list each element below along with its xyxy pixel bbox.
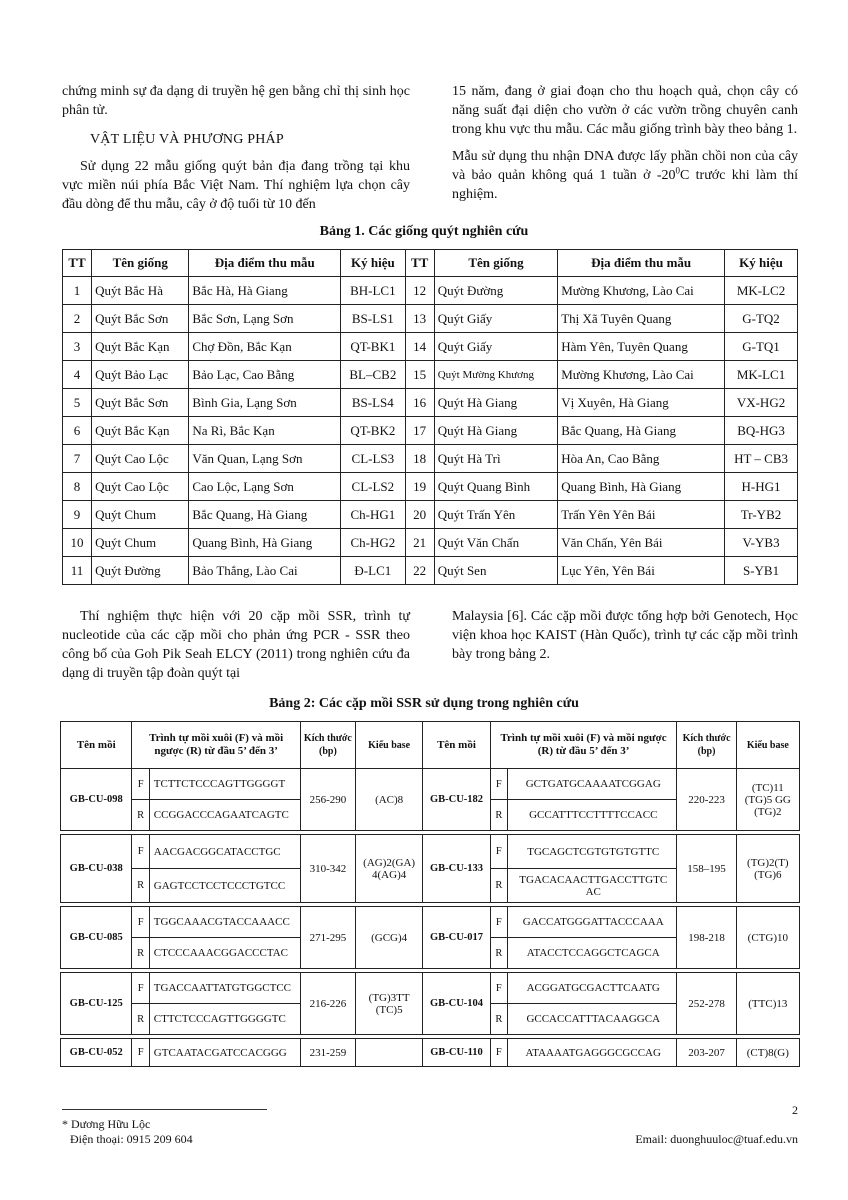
table1-cell: Cao Lộc, Lạng Sơn <box>189 473 341 501</box>
base-type: (TG)2(T) (TG)6 <box>736 835 799 903</box>
table1-cell: 14 <box>405 333 434 361</box>
table1-cell: Ch-HG2 <box>341 529 406 557</box>
table1-row <box>63 473 798 501</box>
table1-cell: BS-LS1 <box>341 305 406 333</box>
primer-sequence: CCGGACCCAGAATCAGTC <box>149 800 300 831</box>
author-phone: Điện thoại: 0915 209 604 <box>70 1132 193 1146</box>
product-size: 220-223 <box>677 769 736 831</box>
table1-cell: 13 <box>405 305 434 333</box>
table1-cell: Quýt Giấy <box>434 333 558 361</box>
table1-row <box>63 305 798 333</box>
table1-cell: 6 <box>63 417 92 445</box>
table1-cell: Quýt Hà Trì <box>434 445 558 473</box>
right-column-primers <box>452 607 798 664</box>
primer-sequence: GCCATTTCCTTTTCCACC <box>508 800 677 831</box>
table1-cell: Quýt Hà Giang <box>434 417 558 445</box>
strand-label: F <box>490 769 507 800</box>
table1-header-cell: Ký hiệu <box>341 250 406 277</box>
product-size: 231-259 <box>300 1039 355 1067</box>
primer-sequence: ACGGATGCGACTTCAATG <box>508 973 677 1004</box>
table1-cell: Quýt Chum <box>92 501 189 529</box>
primer-sequence: CTTCTCCCAGTTGGGGTC <box>149 1004 300 1035</box>
header-base-type: Kiểu base <box>355 722 422 769</box>
primer-name: GB-CU-052 <box>61 1039 132 1067</box>
table1-cell: 9 <box>63 501 92 529</box>
materials-paragraph: Sử dụng 22 mẫu giống quýt bản địa đang trồng tại khu vực miền núi phía Bắc Việt Nam. Thí nghiệm lựa chọn cây đầu dòng để thu mẫu, cây ở độ tuổi từ 10 đến <box>62 159 410 212</box>
table1-cell: 7 <box>63 445 92 473</box>
table1-cell: Tr-YB2 <box>725 501 798 529</box>
strand-label: F <box>132 769 149 800</box>
table1-header-cell: Tên giống <box>92 250 189 277</box>
table2-row-last <box>61 1039 800 1067</box>
table1 <box>62 249 798 585</box>
table1-cell: Quýt Chum <box>92 529 189 557</box>
table1-row <box>63 529 798 557</box>
table1-cell: Bắc Hà, Hà Giang <box>189 277 341 305</box>
table1-cell: Văn Chấn, Yên Bái <box>558 529 725 557</box>
primer-sequence: CTCCCAAACGGACCCTAC <box>149 938 300 969</box>
primers-paragraph: Thí nghiệm thực hiện với 20 cặp mồi SSR, trình tự nucleotide của các cặp mồi cho phản ứng PCR - SSR theo công bố của Goh Pik Seah ELCY (2011) trong nghiên cứu đa dạng di truyền tập đoàn quýt tại <box>62 609 410 681</box>
table1-row <box>63 445 798 473</box>
table1-cell: Na Rì, Bắc Kạn <box>189 417 341 445</box>
table1-cell: MK-LC2 <box>725 277 798 305</box>
left-column-intro <box>62 82 410 214</box>
table1-cell: 11 <box>63 557 92 585</box>
strand-label: R <box>132 938 149 969</box>
table1-cell: Bắc Quang, Hà Giang <box>189 501 341 529</box>
table1-cell: 3 <box>63 333 92 361</box>
table1-row <box>63 501 798 529</box>
table1-cell: Quýt Bắc Kạn <box>92 417 189 445</box>
table1-cell: Quýt Cao Lộc <box>92 473 189 501</box>
table1-cell: Văn Quan, Lạng Sơn <box>189 445 341 473</box>
primer-sequence: TGACCAATTATGTGGCTCC <box>149 973 300 1004</box>
table1-cell: QT-BK2 <box>341 417 406 445</box>
primer-name: GB-CU-104 <box>423 973 490 1035</box>
table1-cell: MK-LC1 <box>725 361 798 389</box>
footnote-rule <box>62 1109 267 1110</box>
strand-label: R <box>132 869 149 903</box>
table1-cell: Đ-LC1 <box>341 557 406 585</box>
primer-sequence: GCCACCATTTACAAGGCA <box>508 1004 677 1035</box>
sample-paragraph: 15 năm, đang ở giai đoạn cho thu hoạch quả, chọn cây có năng suất đại diện cho vườn ở các vườn trồng chuyên canh trong khu vực thu mẫu. Các mẫu giống trình bày theo bảng 1. <box>452 84 798 137</box>
dna-text-b: C trước khi làm thí nghiệm. <box>452 168 798 202</box>
table1-cell: BQ-HG3 <box>725 417 798 445</box>
table1-row <box>63 557 798 585</box>
right-column-intro <box>452 82 798 204</box>
table1-cell: VX-HG2 <box>725 389 798 417</box>
header-primer-name: Tên mồi <box>61 722 132 769</box>
primer-sequence: GACCATGGGATTACCCAAA <box>508 907 677 938</box>
table1-cell: 1 <box>63 277 92 305</box>
table1-cell: Ch-HG1 <box>341 501 406 529</box>
table1-cell: Lục Yên, Yên Bái <box>558 557 725 585</box>
table1-cell: 4 <box>63 361 92 389</box>
table1-cell: Mường Khương, Lào Cai <box>558 277 725 305</box>
table1-header-cell: TT <box>63 250 92 277</box>
primer-sequence: TGGCAAACGTACCAAACC <box>149 907 300 938</box>
product-size: 158–195 <box>677 835 736 903</box>
table1-cell: Quýt Mường Khương <box>434 361 558 389</box>
primer-sequence: TCTTCTCCCAGTTGGGGT <box>149 769 300 800</box>
header-sequence: Trình tự mồi xuôi (F) và mồi ngược (R) từ đầu 5’ đến 3’ <box>132 722 300 769</box>
primer-name: GB-CU-110 <box>423 1039 490 1067</box>
table1-row <box>63 277 798 305</box>
table2-row-forward <box>61 907 800 938</box>
base-type: (TG)3TT (TC)5 <box>355 973 422 1035</box>
table2-row-forward <box>61 973 800 1004</box>
strand-label: F <box>490 835 507 869</box>
base-type: (AG)2(GA) 4(AG)4 <box>355 835 422 903</box>
table1-cell: 8 <box>63 473 92 501</box>
base-type: (CTG)10 <box>736 907 799 969</box>
degree-sup: 0 <box>675 165 680 176</box>
table1-header-row <box>63 250 798 277</box>
table1-cell: BL–CB2 <box>341 361 406 389</box>
table1-cell: Mường Khương, Lào Cai <box>558 361 725 389</box>
table1-cell: HT – CB3 <box>725 445 798 473</box>
table1-cell: Quýt Giấy <box>434 305 558 333</box>
table1-cell: G-TQ2 <box>725 305 798 333</box>
table1-cell: Quang Bình, Hà Giang <box>189 529 341 557</box>
table1-header-cell: TT <box>405 250 434 277</box>
base-type <box>355 1039 422 1067</box>
table1-cell: Chợ Đồn, Bắc Kạn <box>189 333 341 361</box>
product-size: 271-295 <box>300 907 355 969</box>
product-size: 203-207 <box>677 1039 736 1067</box>
table1-cell: Quýt Bắc Hà <box>92 277 189 305</box>
base-type: (AC)8 <box>355 769 422 831</box>
strand-label: R <box>490 1004 507 1035</box>
primer-sequence: GAGTCCTCCTCCCTGTCC <box>149 869 300 903</box>
primer-name: GB-CU-085 <box>61 907 132 969</box>
header-size-2: Kích thước (bp) <box>677 722 736 769</box>
product-size: 252-278 <box>677 973 736 1035</box>
table1-cell: V-YB3 <box>725 529 798 557</box>
strand-label: F <box>490 1039 507 1067</box>
product-size: 310-342 <box>300 835 355 903</box>
table1-cell: BS-LS4 <box>341 389 406 417</box>
table1-cell: Hàm Yên, Tuyên Quang <box>558 333 725 361</box>
primer-name: GB-CU-182 <box>423 769 490 831</box>
table1-cell: 2 <box>63 305 92 333</box>
strand-label: R <box>132 1004 149 1035</box>
table1-cell: 19 <box>405 473 434 501</box>
table1-cell: Quýt Sen <box>434 557 558 585</box>
product-size: 216-226 <box>300 973 355 1035</box>
strand-label: R <box>132 800 149 831</box>
table1-cell: 20 <box>405 501 434 529</box>
table1-cell: 17 <box>405 417 434 445</box>
primer-name: GB-CU-038 <box>61 835 132 903</box>
table1-cell: Vị Xuyên, Hà Giang <box>558 389 725 417</box>
strand-label: F <box>132 973 149 1004</box>
table1-cell: 18 <box>405 445 434 473</box>
table1-cell: 10 <box>63 529 92 557</box>
strand-label: F <box>490 973 507 1004</box>
primer-name: GB-CU-125 <box>61 973 132 1035</box>
primer-sequence: TGACACAACTTGACCTTGTC AC <box>508 869 677 903</box>
left-column-primers <box>62 607 410 683</box>
table1-header-cell: Ký hiệu <box>725 250 798 277</box>
table1-row <box>63 389 798 417</box>
strand-label: R <box>490 800 507 831</box>
table2-row-forward <box>61 835 800 869</box>
table1-cell: G-TQ1 <box>725 333 798 361</box>
header-sequence-2: Trình tự mồi xuôi (F) và mồi ngược (R) từ đầu 5’ đến 3’ <box>490 722 677 769</box>
header-primer-name-2: Tên mồi <box>423 722 490 769</box>
table1-cell: 5 <box>63 389 92 417</box>
primer-sequence: GTCAATACGATCCACGGG <box>149 1039 300 1067</box>
dna-text-a: Mẫu sử dụng thu nhận DNA được lấy phần chồi non của cây và bảo quản không quá 1 tuần ở -20 <box>452 149 798 183</box>
section-heading: VẬT LIỆU VÀ PHƯƠNG PHÁP <box>90 132 284 147</box>
author-note: * Dương Hữu Lộc <box>62 1117 151 1131</box>
table1-cell: Bình Gia, Lạng Sơn <box>189 389 341 417</box>
table2-caption: Bảng 2: Các cặp mồi SSR sử dụng trong nghiên cứu <box>269 696 579 711</box>
table1-cell: CL-LS2 <box>341 473 406 501</box>
table1-header-cell: Địa điểm thu mẫu <box>558 250 725 277</box>
intro-paragraph: chứng minh sự đa dạng di truyền hệ gen bằng chỉ thị sinh học phân tử. <box>62 84 410 118</box>
table1-cell: Quang Bình, Hà Giang <box>558 473 725 501</box>
primer-name: GB-CU-017 <box>423 907 490 969</box>
table1-cell: Bảo Thắng, Lào Cai <box>189 557 341 585</box>
table1-cell: Quýt Bắc Kạn <box>92 333 189 361</box>
table1-cell: Quýt Trấn Yên <box>434 501 558 529</box>
table1-cell: 21 <box>405 529 434 557</box>
table1-cell: Quýt Quang Bình <box>434 473 558 501</box>
table2-row-forward <box>61 769 800 800</box>
table1-cell: Thị Xã Tuyên Quang <box>558 305 725 333</box>
dna-paragraph <box>452 147 798 204</box>
table1-cell: Quýt Hà Giang <box>434 389 558 417</box>
table1-cell: Bắc Sơn, Lạng Sơn <box>189 305 341 333</box>
table1-cell: CL-LS3 <box>341 445 406 473</box>
base-type: (TTC)13 <box>736 973 799 1035</box>
table2-header-row <box>61 722 800 769</box>
strand-label: F <box>132 907 149 938</box>
table1-cell: 22 <box>405 557 434 585</box>
table1-cell: Quýt Bắc Sơn <box>92 305 189 333</box>
table1-cell: Bảo Lạc, Cao Bằng <box>189 361 341 389</box>
table1-header-cell: Địa điểm thu mẫu <box>189 250 341 277</box>
table2-body <box>61 769 800 1067</box>
base-type: (CT)8(G) <box>736 1039 799 1067</box>
author-email: Email: duonghuuloc@tuaf.edu.vn <box>635 1132 798 1146</box>
table1-cell: Quýt Văn Chấn <box>434 529 558 557</box>
table1-cell: Quýt Bảo Lạc <box>92 361 189 389</box>
page-number: 2 <box>792 1103 798 1117</box>
strand-label: R <box>490 869 507 903</box>
product-size: 256-290 <box>300 769 355 831</box>
strand-label: F <box>132 835 149 869</box>
table1-cell: Bắc Quang, Hà Giang <box>558 417 725 445</box>
strand-label: F <box>490 907 507 938</box>
primer-sequence: GCTGATGCAAAATCGGAG <box>508 769 677 800</box>
table1-caption: Bảng 1. Các giống quýt nghiên cứu <box>319 224 529 239</box>
table1-row <box>63 417 798 445</box>
table1-cell: Trấn Yên Yên Bái <box>558 501 725 529</box>
primer-sequence: ATACCTCCAGGCTCAGCA <box>508 938 677 969</box>
header-size: Kích thước (bp) <box>300 722 355 769</box>
base-type: (GCG)4 <box>355 907 422 969</box>
base-type: (TC)11 (TG)5 GG (TG)2 <box>736 769 799 831</box>
table1-cell: Hòa An, Cao Bằng <box>558 445 725 473</box>
table1-cell: QT-BK1 <box>341 333 406 361</box>
table1-cell: 15 <box>405 361 434 389</box>
strand-label: R <box>490 938 507 969</box>
table1-cell: Quýt Bắc Sơn <box>92 389 189 417</box>
table1-header-cell: Tên giống <box>434 250 558 277</box>
table1-cell: S-YB1 <box>725 557 798 585</box>
strand-label: F <box>132 1039 149 1067</box>
primers-paragraph-cont: Malaysia [6]. Các cặp mồi được tổng hợp bởi Genotech, Học viện khoa học KAIST (Hàn Quốc), trình tự các cặp mồi trình bày trong bảng 2. <box>452 609 798 662</box>
header-base-type-2: Kiểu base <box>736 722 799 769</box>
table1-cell: 16 <box>405 389 434 417</box>
table2 <box>60 721 800 1067</box>
primer-name: GB-CU-133 <box>423 835 490 903</box>
table1-body <box>63 277 798 585</box>
table1-row <box>63 361 798 389</box>
table1-cell: 12 <box>405 277 434 305</box>
primer-sequence: TGCAGCTCGTGTGTGTTC <box>508 835 677 869</box>
primer-sequence: ATAAAATGAGGGCGCCAG <box>508 1039 677 1067</box>
table1-cell: Quýt Đường <box>92 557 189 585</box>
table1-cell: H-HG1 <box>725 473 798 501</box>
table1-cell: BH-LC1 <box>341 277 406 305</box>
table1-cell: Quýt Cao Lộc <box>92 445 189 473</box>
primer-name: GB-CU-098 <box>61 769 132 831</box>
product-size: 198-218 <box>677 907 736 969</box>
primer-sequence: AACGACGGCATACCTGC <box>149 835 300 869</box>
table1-row <box>63 333 798 361</box>
table1-cell: Quýt Đường <box>434 277 558 305</box>
